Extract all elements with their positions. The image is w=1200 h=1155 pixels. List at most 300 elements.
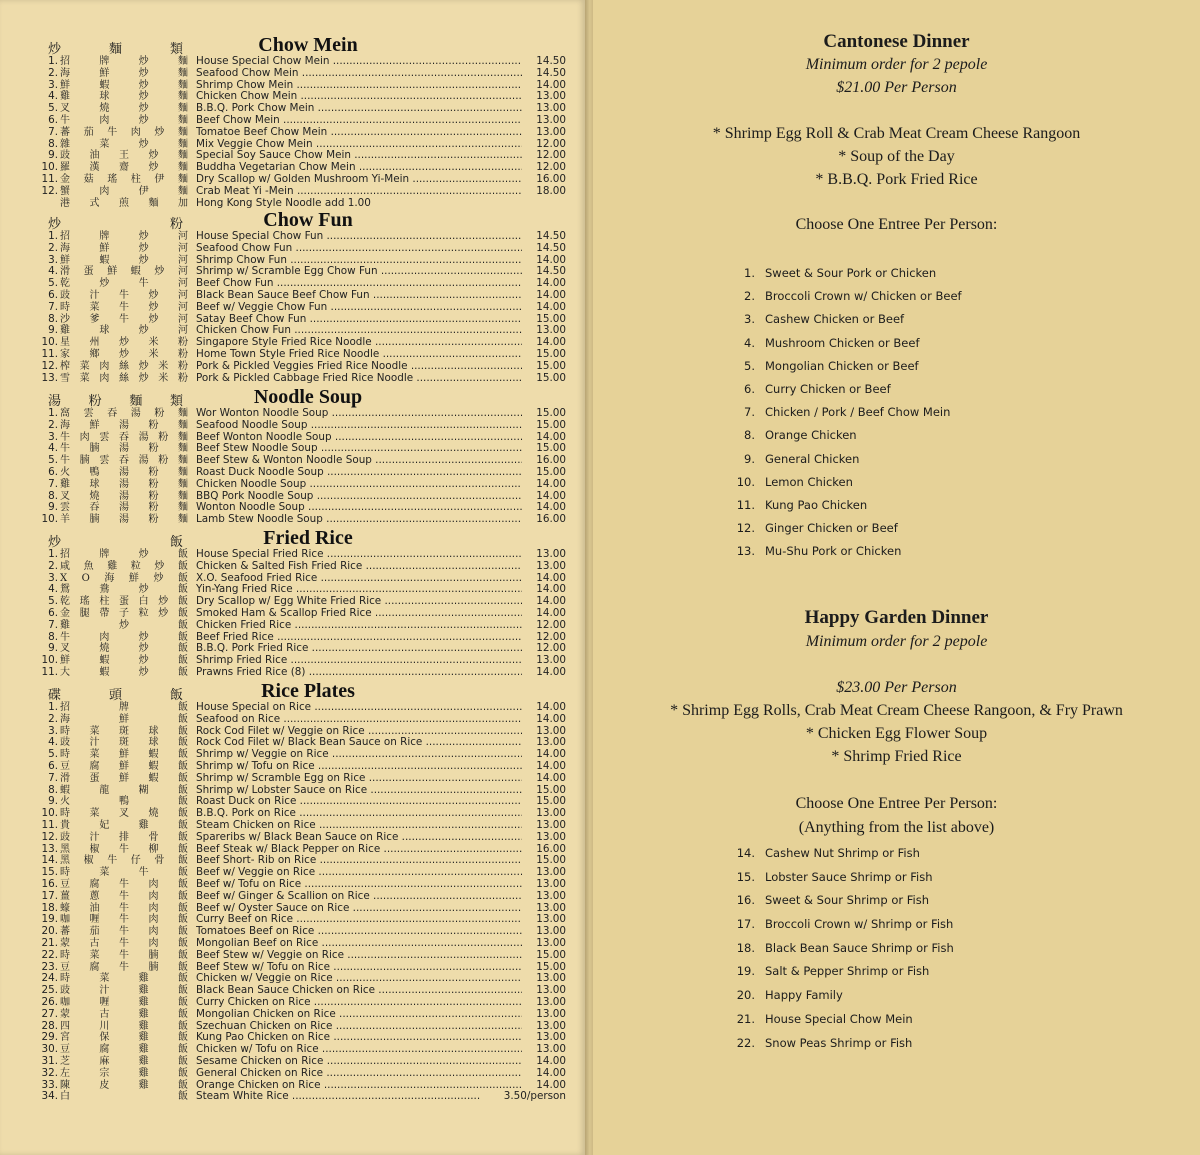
chinese-char: O: [81, 572, 90, 584]
cantonese-include-1: * Shrimp Egg Roll & Crab Meat Cream Cheese Rangoon: [712, 125, 1081, 142]
menu-item: [38, 361, 568, 373]
chinese-char: 雞: [60, 619, 70, 631]
chinese-char: 飯: [177, 1067, 188, 1079]
item-price: 13.00: [522, 561, 566, 573]
chinese-char: 白: [138, 596, 149, 608]
chinese-char: 粒: [138, 607, 149, 619]
chinese-char: 鮮: [60, 254, 70, 266]
chinese-char: 飯: [177, 1044, 188, 1056]
chinese-char: 炒: [48, 217, 62, 232]
item-chinese-name: [60, 150, 188, 162]
item-name: Buddha Vegetarian Chow Mein .....: [196, 162, 526, 174]
menu-item: [38, 596, 568, 608]
chinese-char: 炒: [138, 231, 149, 242]
entree-number: 15.: [736, 869, 755, 884]
item-chinese-name: [60, 608, 188, 620]
item-chinese-name: [60, 255, 188, 267]
chinese-char: 雞: [107, 560, 118, 572]
menu-item: [38, 1032, 568, 1044]
item-chinese-name: [60, 479, 188, 491]
item-price: 13.00: [522, 737, 566, 749]
item-number: 9.: [48, 642, 58, 655]
chinese-char: 肉: [99, 360, 110, 372]
menu-item: [38, 608, 568, 620]
item-number: 5.: [48, 748, 58, 761]
chinese-char: 爹: [89, 313, 100, 325]
chinese-char: 麵: [177, 173, 188, 185]
happy-include-2: * Chicken Egg Flower Soup: [805, 725, 988, 742]
chinese-char: 炒: [154, 266, 165, 278]
item-price: 14.50: [522, 56, 566, 68]
menu-item: [38, 1009, 568, 1021]
item-number: 13.: [41, 842, 58, 855]
chinese-char: 皮: [99, 1079, 110, 1091]
chinese-char: 飯: [177, 607, 188, 619]
item-chinese-name: [60, 867, 188, 879]
chinese-char: 叉: [119, 808, 129, 820]
item-name: Chicken w/ Veggie on Rice .....: [196, 973, 526, 985]
item-chinese-name: [60, 962, 188, 974]
item-chinese-name: [60, 467, 188, 479]
chinese-char: 時: [60, 867, 70, 879]
item-name: Yin-Yang Fried Rice .....: [196, 584, 526, 596]
chinese-char: 金: [60, 173, 70, 185]
item-chinese-name: [60, 785, 188, 797]
item-name: Shrimp Chow Fun .....: [196, 255, 526, 267]
item-price: 13.00: [522, 997, 566, 1009]
chinese-char: 時: [60, 808, 70, 820]
menu-item: [38, 561, 568, 573]
chinese-char: 蕃: [60, 126, 70, 138]
item-price: 13.00: [522, 903, 566, 915]
entree-item: [733, 289, 1153, 312]
entree-name: Cashew Chicken or Beef: [765, 312, 905, 327]
item-number: 1.: [48, 407, 58, 419]
item-price: 13.00: [522, 879, 566, 891]
entree-number: 13.: [736, 544, 755, 559]
chinese-char: 大: [60, 666, 70, 678]
menu-item: [38, 855, 568, 867]
chinese-char: 燒: [99, 103, 110, 115]
item-number: 9.: [48, 149, 58, 162]
chinese-char: 菜: [89, 301, 100, 313]
entree-number: 5.: [744, 358, 755, 373]
item-price: 14.50: [522, 68, 566, 80]
item-name: Shrimp w/ Scramble Egg Chow Fun .....: [196, 266, 526, 278]
entree-item: [733, 336, 1153, 359]
item-price: 14.00: [522, 255, 566, 267]
item-number: 3.: [48, 724, 58, 737]
item-chinese-name: [60, 349, 188, 361]
chinese-char: 粉: [158, 455, 169, 467]
chinese-char: 飯: [178, 725, 188, 737]
chinese-char: 腩: [148, 961, 159, 973]
menu-item: [38, 549, 568, 561]
chinese-char: 飯: [178, 796, 188, 808]
chinese-char: 牛: [119, 937, 129, 949]
item-name: Chicken Chow Mein .....: [196, 91, 526, 103]
item-name: Shrimp w/ Tofu on Rice .....: [196, 761, 526, 773]
item-chinese-name: [60, 796, 188, 808]
item-number: 18.: [41, 901, 58, 914]
item-name: Beef w/ Veggie Chow Fun .....: [196, 302, 526, 314]
chinese-char: 粉: [148, 443, 159, 455]
menu-item: [38, 255, 568, 267]
chinese-char: 麻: [99, 1055, 110, 1067]
chinese-char: 炒: [138, 666, 149, 678]
chinese-char: 飯: [177, 666, 188, 678]
chinese-char: 雲: [83, 408, 94, 419]
item-price: 13.00: [522, 973, 566, 985]
menu-item: [38, 56, 568, 68]
chinese-char: 時: [60, 725, 70, 737]
item-chinese-name: [60, 514, 188, 526]
chinese-char: 燒: [99, 643, 110, 655]
chinese-char: 炒: [138, 114, 149, 126]
menu-item: [38, 643, 568, 655]
menu-item: [38, 973, 568, 985]
chinese-char: 麵: [178, 466, 188, 478]
menu-item: [38, 773, 568, 785]
menu-item: [38, 655, 568, 667]
item-chinese-name: [60, 302, 188, 314]
item-chinese-name: [60, 278, 188, 290]
item-chinese-name: [60, 325, 188, 337]
chinese-char: 炒: [138, 103, 149, 115]
chinese-char: 鴦: [99, 584, 110, 596]
entree-number: 2.: [744, 289, 755, 304]
entree-name: Mongolian Chicken or Beef: [765, 358, 919, 373]
chinese-char: 牛: [119, 926, 129, 938]
chinese-char: 鮮: [99, 67, 110, 79]
section-header: [38, 680, 568, 702]
chinese-char: 炒: [99, 278, 110, 290]
chinese-char: 式: [89, 197, 100, 209]
chinese-char: 炒: [148, 301, 159, 313]
item-number: 8.: [48, 137, 58, 150]
item-chinese-name: [60, 361, 188, 373]
item-price: 13.00: [522, 926, 566, 938]
menu-item: [38, 514, 568, 526]
page-fold: [585, 0, 593, 1155]
chinese-char: 招: [60, 56, 70, 67]
chinese-char: 飯: [178, 902, 188, 914]
chinese-char: 煎: [119, 197, 129, 209]
item-chinese-name: [60, 855, 188, 867]
chinese-char: 伊: [138, 185, 149, 197]
item-name: Beef Stew Noodle Soup .....: [196, 443, 526, 455]
chinese-char: 粉: [148, 514, 159, 526]
cantonese-price: $21.00 Per Person: [836, 79, 957, 96]
entree-number: 20.: [736, 988, 755, 1003]
entree-name: Kung Pao Chicken: [765, 497, 868, 512]
item-chinese-name: [60, 373, 188, 385]
entree-number: 9.: [744, 451, 755, 466]
item-price: 14.00: [522, 302, 566, 314]
item-name: Wonton Noodle Soup .....: [196, 502, 526, 514]
item-number: 5.: [48, 277, 58, 290]
chinese-char: 炒: [138, 138, 149, 150]
item-name: Pork & Pickled Veggies Fried Rice Noodle .....: [196, 361, 526, 373]
item-price: 14.00: [522, 80, 566, 92]
item-price: 16.00: [522, 174, 566, 186]
chinese-char: 鮮: [107, 266, 118, 278]
item-number: 34.: [41, 1090, 58, 1103]
item-chinese-name: [60, 667, 188, 679]
chinese-char: 米: [148, 337, 159, 349]
chinese-char: 雲: [60, 502, 70, 514]
item-price: 14.00: [522, 702, 566, 714]
item-price: 14.00: [522, 1080, 566, 1092]
chinese-char: 飯: [178, 890, 188, 902]
chinese-char: 飯: [178, 1091, 188, 1103]
chinese-char: 炒: [138, 372, 149, 384]
menu-item: [38, 198, 568, 210]
entree-name: Orange Chicken: [765, 428, 857, 443]
chinese-char: 湯: [130, 408, 141, 419]
chinese-char: 牛: [138, 867, 149, 879]
item-name: Prawns Fried Rice (8) .....: [196, 667, 526, 679]
chinese-char: 湯: [138, 455, 149, 467]
chinese-char: 菜: [79, 372, 90, 384]
item-price: 15.00: [522, 314, 566, 326]
item-name: X.O. Seafood Fried Rice .....: [196, 573, 526, 585]
menu-item: [38, 290, 568, 302]
item-number: 23.: [41, 960, 58, 973]
entree-number: 12.: [736, 521, 755, 536]
chinese-char: 鴛: [60, 584, 70, 596]
chinese-char: 沙: [60, 313, 70, 325]
chinese-char: 牛: [119, 914, 129, 926]
menu-right-page: [593, 0, 1200, 1155]
item-number: 10.: [41, 513, 58, 526]
item-number: 25.: [41, 984, 58, 997]
item-name: Shrimp Fried Rice .....: [196, 655, 526, 667]
chinese-char: 菜: [99, 138, 110, 150]
menu-item: [38, 785, 568, 797]
item-price: 13.00: [522, 808, 566, 820]
item-number: 1.: [48, 701, 58, 713]
item-number: 4.: [48, 90, 58, 103]
menu-item: [38, 68, 568, 80]
menu-item: [38, 914, 568, 926]
menu-item: [38, 997, 568, 1009]
chinese-char: 海: [60, 242, 70, 254]
item-name: Beef Fried Rice .....: [196, 632, 526, 644]
item-chinese-name: [60, 914, 188, 926]
chinese-char: 麵: [178, 443, 188, 455]
chinese-char: 腐: [99, 1044, 110, 1056]
chinese-char: 河: [177, 231, 188, 242]
chinese-char: 肉: [99, 185, 110, 197]
chinese-char: 肉: [148, 914, 159, 926]
item-name: B.B.Q. Pork Fried Rice .....: [196, 643, 526, 655]
item-name: Curry Beef on Rice .....: [196, 914, 526, 926]
item-chinese-name: [60, 266, 188, 278]
chinese-char: 飯: [177, 855, 188, 867]
item-price: 13.00: [522, 1009, 566, 1021]
chinese-char: 鮮: [128, 572, 139, 584]
happy-include-1: * Shrimp Egg Rolls, Crab Meat Cream Cheese Rangoon, & Fry Prawn: [670, 702, 1123, 719]
item-name: BBQ Pork Noodle Soup .....: [196, 491, 526, 503]
item-name: Dry Scallop w/ Egg White Fried Rice .....: [196, 596, 526, 608]
entree-name: Curry Chicken or Beef: [765, 381, 891, 396]
cantonese-entree-list: [733, 266, 1153, 567]
chinese-char: 飯: [177, 996, 188, 1008]
chinese-char: 炒: [154, 560, 165, 572]
chinese-char: 菜: [79, 360, 90, 372]
item-name: Seafood Chow Mein .....: [196, 68, 526, 80]
menu-item: [38, 962, 568, 974]
entree-number: 22.: [736, 1035, 755, 1050]
item-price: 12.00: [522, 150, 566, 162]
chinese-char: 米: [158, 372, 169, 384]
chinese-char: 麵: [177, 67, 188, 79]
chinese-char: 喱: [99, 996, 110, 1008]
item-price: 14.00: [522, 761, 566, 773]
item-name: Beef Chow Fun .....: [196, 278, 526, 290]
chinese-char: 粉: [178, 337, 188, 349]
item-price: 15.00: [522, 408, 566, 420]
chinese-char: 家: [60, 348, 70, 360]
entree-number: 17.: [736, 917, 755, 932]
item-name: Beef w/ Veggie on Rice .....: [196, 867, 526, 879]
chinese-char: 港: [60, 197, 70, 209]
entree-item: [733, 917, 1153, 941]
chinese-char: 麵: [108, 42, 122, 57]
item-price: 13.00: [522, 1021, 566, 1033]
item-chinese-name: [60, 891, 188, 903]
chinese-char: 炒: [138, 56, 149, 67]
menu-item: [38, 1091, 568, 1103]
chinese-char: 蛋: [83, 266, 94, 278]
menu-left-page: [0, 0, 585, 1155]
item-price: 15.00: [522, 950, 566, 962]
chinese-char: 吞: [118, 455, 129, 467]
chinese-char: 牛: [119, 961, 129, 973]
menu-item: [38, 820, 568, 832]
chinese-char: 左: [60, 1067, 70, 1079]
item-number: 3.: [48, 430, 58, 443]
menu-item: [38, 891, 568, 903]
menu-item: [38, 174, 568, 186]
chinese-char: 瑤: [107, 173, 118, 185]
chinese-char: 飯: [177, 985, 188, 997]
chinese-char: 河: [177, 266, 188, 278]
chinese-char: 飯: [169, 535, 183, 550]
chinese-char: 肉: [99, 631, 110, 643]
chinese-char: 豉: [60, 289, 70, 301]
item-number: 14.: [41, 854, 58, 867]
entree-name: Chicken / Pork / Beef Chow Mein: [765, 405, 951, 420]
item-name: Wor Wonton Noodle Soup .....: [196, 408, 526, 420]
item-chinese-name: [60, 1021, 188, 1033]
chinese-char: 雪: [60, 372, 70, 384]
item-chinese-name: [60, 162, 188, 174]
chinese-char: 雞: [138, 1020, 149, 1032]
chinese-char: 宮: [60, 1032, 70, 1044]
chinese-char: 湯: [119, 443, 129, 455]
happy-entree-list: [733, 846, 1153, 1059]
item-chinese-name: [60, 186, 188, 198]
chinese-char: 骨: [148, 831, 159, 843]
item-price: 13.00: [522, 938, 566, 950]
menu-item: [38, 667, 568, 679]
item-number: 12.: [41, 830, 58, 843]
section-title: Chow Mein: [258, 34, 358, 56]
chinese-char: 鴨: [89, 466, 100, 478]
chinese-char: 球: [99, 91, 110, 103]
chinese-char: 球: [99, 325, 110, 337]
section-title: Rice Plates: [261, 680, 355, 702]
item-price: 12.00: [522, 139, 566, 151]
section-header: [38, 34, 568, 56]
menu-item: [38, 950, 568, 962]
chinese-char: 汁: [99, 985, 110, 997]
entree-item: [733, 428, 1153, 451]
item-name: Rock Cod Filet w/ Black Bean Sauce on Rice .....: [196, 737, 526, 749]
item-name: Hong Kong Style Noodle add 1.00: [196, 197, 371, 209]
item-number: 20.: [41, 925, 58, 938]
item-price: 13.00: [522, 655, 566, 667]
item-number: 6.: [48, 113, 58, 126]
item-chinese-name: [60, 1091, 188, 1103]
menu-item: [38, 832, 568, 844]
item-name: Shrimp w/ Veggie on Rice .....: [196, 749, 526, 761]
item-number: 8.: [48, 630, 58, 643]
chinese-char: 飯: [177, 1020, 188, 1032]
menu-item: [38, 1056, 568, 1068]
chinese-char: 飯: [177, 867, 188, 879]
chinese-char: 招: [60, 549, 70, 560]
section-header: [38, 386, 568, 408]
item-chinese-name: [60, 950, 188, 962]
chinese-char: 鮮: [60, 79, 70, 91]
chinese-char: 腐: [89, 878, 100, 890]
chinese-char: 飯: [177, 655, 188, 667]
chinese-char: 雞: [138, 1008, 149, 1020]
menu-item: [38, 373, 568, 385]
chinese-char: 湯: [119, 478, 129, 490]
item-number: 5.: [48, 595, 58, 608]
menu-item: [38, 938, 568, 950]
chinese-char: 粉: [178, 348, 188, 360]
item-price: 12.00: [522, 162, 566, 174]
item-name: Chicken Fried Rice .....: [196, 620, 526, 632]
chinese-char: 麵: [177, 79, 188, 91]
chinese-char: 肉: [148, 937, 159, 949]
item-name: Dry Scallop w/ Golden Mushroom Yi-Mein .....: [196, 174, 526, 186]
chinese-char: 飯: [177, 1008, 188, 1020]
chinese-char: 牛: [119, 843, 129, 855]
item-number: 4.: [48, 442, 58, 455]
chinese-char: 飯: [178, 760, 188, 772]
item-chinese-name: [60, 903, 188, 915]
entree-name: House Special Chow Mein: [765, 1011, 913, 1026]
cantonese-dinner-title: Cantonese Dinner: [823, 31, 970, 52]
item-number: 4.: [48, 583, 58, 596]
chinese-char: 河: [177, 278, 188, 290]
item-price: 13.00: [522, 549, 566, 561]
item-name: Mongolian Beef on Rice .....: [196, 938, 526, 950]
chinese-char: 黑: [60, 855, 70, 867]
item-chinese-name: [60, 290, 188, 302]
chinese-char: 鮮: [99, 242, 110, 254]
item-name: Chicken w/ Tofu on Rice .....: [196, 1044, 526, 1056]
item-name: Steam Chicken on Rice .....: [196, 820, 526, 832]
item-name: Steam White Rice .....: [196, 1091, 526, 1103]
chinese-char: 雞: [138, 996, 149, 1008]
